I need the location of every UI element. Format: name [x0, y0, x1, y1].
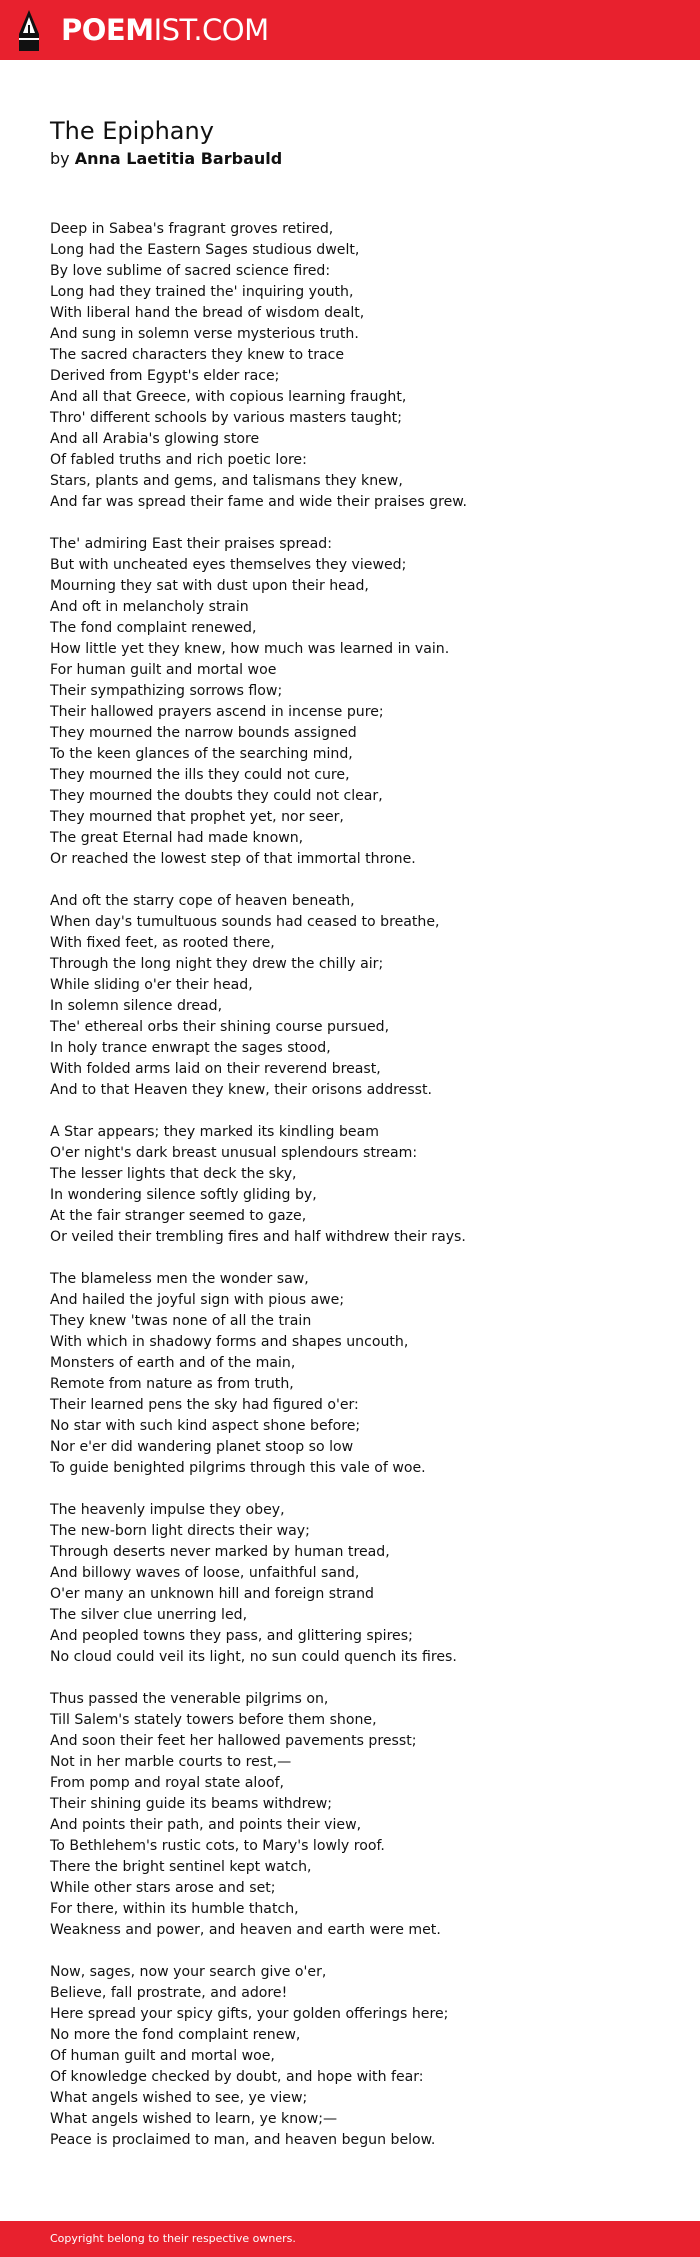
- poem-line: The silver clue unerring led,: [50, 1607, 248, 1623]
- poem-line: Their hallowed prayers ascend in incense pure;: [50, 704, 384, 720]
- stanza-break: [50, 1941, 670, 1962]
- poem-line: They knew 'twas none of all the train: [50, 1313, 312, 1329]
- poem-line: At the fair stranger seemed to gaze,: [50, 1208, 307, 1224]
- poem-line: Deep in Sabea's fragrant groves retired,: [50, 221, 334, 237]
- poem-line: What angels wished to learn, ye know;—: [50, 2111, 338, 2127]
- stanza: [50, 1962, 670, 2151]
- poem-line: And sung in solemn verse mysterious truth.: [50, 326, 359, 342]
- poem-line: The fond complaint renewed,: [50, 620, 257, 636]
- poem-line: No more the fond complaint renew,: [50, 2027, 301, 2043]
- poem-line: The' ethereal orbs their shining course pursued,: [50, 1019, 390, 1035]
- stanza: [50, 534, 670, 870]
- poem-line: Of human guilt and mortal woe,: [50, 2048, 275, 2064]
- stanza-break: [50, 513, 670, 534]
- poem-line: Stars, plants and gems, and talismans they knew,: [50, 473, 403, 489]
- poem-line: Weakness and power, and heaven and earth were met.: [50, 1922, 441, 1938]
- poem-line: And far was spread their fame and wide their praises grew.: [50, 494, 467, 510]
- poem-line: Peace is proclaimed to man, and heaven begun below.: [50, 2132, 436, 2148]
- poem-line: And hailed the joyful sign with pious awe;: [50, 1292, 345, 1308]
- poem-line: While other stars arose and set;: [50, 1880, 276, 1896]
- stanza: [50, 1500, 670, 1668]
- poem-line: In solemn silence dread,: [50, 998, 223, 1014]
- poem-line: Through the long night they drew the chilly air;: [50, 956, 384, 972]
- poem-line: Their shining guide its beams withdrew;: [50, 1796, 333, 1812]
- poem-line: Till Salem's stately towers before them shone,: [50, 1712, 377, 1728]
- poem-line: No cloud could veil its light, no sun could quench its fires.: [50, 1649, 457, 1665]
- poem-line: Or reached the lowest step of that immortal throne.: [50, 851, 416, 867]
- poem-line: Now, sages, now your search give o'er,: [50, 1964, 327, 1980]
- poem-line: For there, within its humble thatch,: [50, 1901, 299, 1917]
- poem-body: [50, 219, 670, 2151]
- poem-line: No star with such kind aspect shone before;: [50, 1418, 361, 1434]
- poem-line: Long had the Eastern Sages studious dwelt,: [50, 242, 360, 258]
- poem-line: What angels wished to see, ye view;: [50, 2090, 308, 2106]
- site-footer: [0, 2221, 700, 2257]
- poem-line: Nor e'er did wandering planet stoop so low: [50, 1439, 354, 1455]
- author-name[interactable]: Anna Laetitia Barbauld: [74, 149, 283, 168]
- poem-line: To the keen glances of the searching mind,: [50, 746, 353, 762]
- poem-line: And points their path, and points their view,: [50, 1817, 362, 1833]
- poem-line: And soon their feet her hallowed pavements presst;: [50, 1733, 417, 1749]
- site-header: [0, 0, 700, 60]
- poem-line: And all that Greece, with copious learning fraught,: [50, 389, 407, 405]
- poem-line: Thus passed the venerable pilgrims on,: [50, 1691, 329, 1707]
- poem-line: The blameless men the wonder saw,: [50, 1271, 309, 1287]
- stanza-break: [50, 870, 670, 891]
- poem-line: And to that Heaven they knew, their orisons addresst.: [50, 1082, 433, 1098]
- copyright-notice: Copyright belong to their respective owners.: [50, 2232, 296, 2245]
- poem-line: Of fabled truths and rich poetic lore:: [50, 452, 307, 468]
- poem-line: And peopled towns they pass, and glittering spires;: [50, 1628, 413, 1644]
- poem-line: With folded arms laid on their reverend breast,: [50, 1061, 381, 1077]
- logo-bold-text: POEM: [61, 13, 154, 47]
- poem-line: There the bright sentinel kept watch,: [50, 1859, 312, 1875]
- poem-line: And all Arabia's glowing store: [50, 431, 260, 447]
- poem-line: Remote from nature as from truth,: [50, 1376, 294, 1392]
- poem-line: Long had they trained the' inquiring youth,: [50, 284, 354, 300]
- poem-line: Derived from Egypt's elder race;: [50, 368, 280, 384]
- poem-line: Or veiled their trembling fires and half withdrew their rays.: [50, 1229, 466, 1245]
- poem-line: In wondering silence softly gliding by,: [50, 1187, 317, 1203]
- poem-line: The heavenly impulse they obey,: [50, 1502, 285, 1518]
- poem-line: To Bethlehem's rustic cots, to Mary's lowly roof.: [50, 1838, 385, 1854]
- poem-line: Monsters of earth and of the main,: [50, 1355, 296, 1371]
- poem-title: The Epiphany: [50, 117, 214, 145]
- poem-line: A Star appears; they marked its kindling beam: [50, 1124, 379, 1140]
- poem-line: Not in her marble courts to rest,—: [50, 1754, 292, 1770]
- poem-line: Believe, fall prostrate, and adore!: [50, 1985, 288, 2001]
- poem-line: But with uncheated eyes themselves they viewed;: [50, 557, 407, 573]
- poem-line: They mourned that prophet yet, nor seer,: [50, 809, 344, 825]
- site-logo[interactable]: [61, 10, 269, 50]
- poem-line: How little yet they knew, how much was learned in vain.: [50, 641, 450, 657]
- poem-line: Here spread your spicy gifts, your golden offerings here;: [50, 2006, 449, 2022]
- poem-line: With liberal hand the bread of wisdom dealt,: [50, 305, 365, 321]
- stanza-break: [50, 1479, 670, 1500]
- poem-line: Their sympathizing sorrows flow;: [50, 683, 283, 699]
- stanza-break: [50, 1668, 670, 1689]
- pen-nib-icon[interactable]: [17, 10, 41, 51]
- poem-line: Mourning they sat with dust upon their head,: [50, 578, 369, 594]
- poem-line: By love sublime of sacred science fired:: [50, 263, 331, 279]
- poem-line: And billowy waves of loose, unfaithful sand,: [50, 1565, 360, 1581]
- stanza: [50, 891, 670, 1101]
- stanza-break: [50, 1101, 670, 1122]
- poem-line: The great Eternal had made known,: [50, 830, 304, 846]
- poem-line: With fixed feet, as rooted there,: [50, 935, 275, 951]
- poem-line: Of knowledge checked by doubt, and hope with fear:: [50, 2069, 424, 2085]
- poem-line: When day's tumultuous sounds had ceased to breathe,: [50, 914, 440, 930]
- byline-prefix: by: [50, 149, 70, 168]
- poem-line: They mourned the doubts they could not clear,: [50, 788, 383, 804]
- poem-line: The' admiring East their praises spread:: [50, 536, 332, 552]
- stanza-break: [50, 1248, 670, 1269]
- stanza: [50, 1689, 670, 1941]
- logo-thin-text: IST.COM: [153, 13, 269, 47]
- poem-line: And oft the starry cope of heaven beneath,: [50, 893, 355, 909]
- poem-line: While sliding o'er their head,: [50, 977, 253, 993]
- poem-line: To guide benighted pilgrims through this vale of woe.: [50, 1460, 426, 1476]
- poem-line: Through deserts never marked by human tread,: [50, 1544, 390, 1560]
- poem-line: O'er night's dark breast unusual splendours stream:: [50, 1145, 418, 1161]
- poem-line: The lesser lights that deck the sky,: [50, 1166, 297, 1182]
- stanza: [50, 219, 670, 513]
- poem-line: O'er many an unknown hill and foreign strand: [50, 1586, 374, 1602]
- poem-line: The new-born light directs their way;: [50, 1523, 310, 1539]
- poem-line: For human guilt and mortal woe: [50, 662, 277, 678]
- poem-line: With which in shadowy forms and shapes uncouth,: [50, 1334, 409, 1350]
- poem-line: Thro' different schools by various masters taught;: [50, 410, 402, 426]
- stanza: [50, 1122, 670, 1248]
- poem-line: From pomp and royal state aloof,: [50, 1775, 285, 1791]
- byline: [50, 148, 282, 170]
- poem-line: And oft in melancholy strain: [50, 599, 249, 615]
- poem-line: Their learned pens the sky had figured o'er:: [50, 1397, 359, 1413]
- poem-line: The sacred characters they knew to trace: [50, 347, 345, 363]
- poem-line: They mourned the ills they could not cure,: [50, 767, 350, 783]
- poem-line: In holy trance enwrapt the sages stood,: [50, 1040, 331, 1056]
- stanza: [50, 1269, 670, 1479]
- poem-line: They mourned the narrow bounds assigned: [50, 725, 357, 741]
